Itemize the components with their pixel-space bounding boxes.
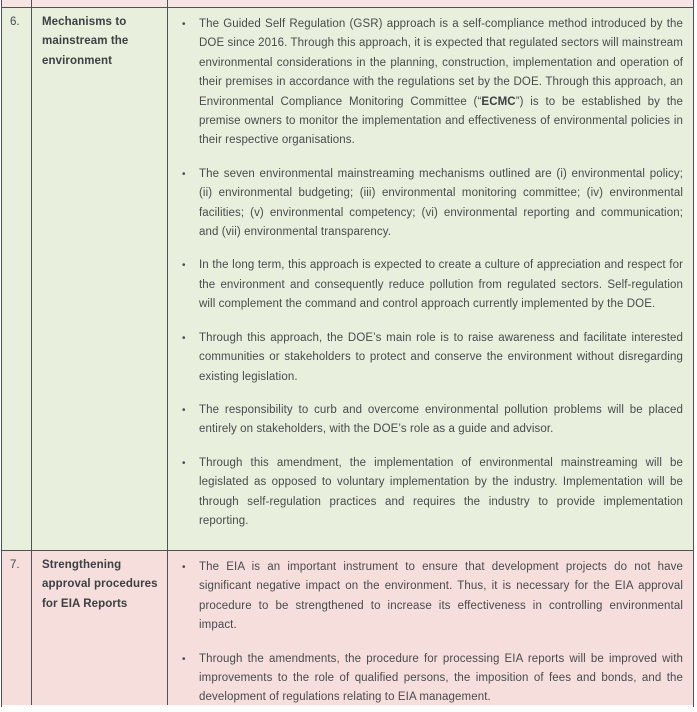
bullet-text: In the long term, this approach is expected to create a culture of appreciation and respect for the environment and consequently reduce pollution from regulated sectors. Self-regulation will complement the command and control approach currently implemented by the DOE. — [199, 259, 683, 311]
bullet-text: The EIA is an important instrument to ensure that development projects do not have significant negative impact on the environment. Thus, it is necessary for the EIA approval procedure to be strengthened to increase its effectiveness in controlling environmental impact. — [199, 561, 683, 632]
row-title: Mechanisms to mainstream the environment — [32, 8, 168, 550]
table-row-partial — [2, 0, 693, 7]
bullet-item — [182, 650, 683, 705]
row-number: 7. — [2, 551, 32, 705]
table-row-7 — [2, 550, 693, 705]
amendments-table — [1, 0, 694, 707]
bullet-item — [182, 15, 683, 151]
row-title: Strengthening approval procedures for EIA Reports — [32, 551, 168, 705]
bullet-icon: • — [182, 168, 186, 180]
bullet-icon: • — [182, 404, 186, 416]
bullet-item — [182, 165, 683, 243]
bullet-text: Through this approach, the DOE’s main role is to raise awareness and facilitate interested communities or stakeholders to protect and conserve the environment without disregarding existing legislation. — [199, 331, 683, 383]
bullet-item — [182, 558, 683, 636]
bullet-icon: • — [182, 19, 186, 30]
row-details — [168, 8, 693, 550]
bullet-text: The seven environmental mainstreaming mechanisms outlined are (i) environmental policy; (ii) environmental budgeting; (iii) environmental monitoring committee; (iv) environmental facilities; (v) environmental competency; (vi) environmental reporting and communication; and (vii) environmental transparency. — [199, 167, 683, 239]
bullet-item — [182, 454, 683, 532]
bullet-icon: • — [182, 332, 186, 344]
bullet-text: Through the amendments, the procedure for processing EIA reports will be improved with improvements to the role of qualified persons, the imposition of fees and bonds, and the development of regulations relating to EIA management. — [199, 652, 683, 704]
bullet-icon: • — [182, 260, 186, 272]
bullet-text: Through this amendment, the implementation of environmental mainstreaming will be legislated as opposed to voluntary implementation by the industry. Implementation will be through self-regulation practices and requires the industry to provide implementation reporting. — [199, 456, 683, 527]
bullet-icon: • — [182, 653, 186, 665]
bullet-icon: • — [182, 457, 186, 469]
bullet-text: The Guided Self Regulation (GSR) approach is a self-compliance method introduced by the DOE since 2016. Through this approach, it is expected that regulated sectors will mainstream environmental considerations in the planning, construction, implementation and operation of their premises in accordance with the regulations set by the DOE. Through this approach, an Environmental Compliance Monitoring Committee (“ECMC”) is to be established by the premise owners to monitor the implementation and effectiveness of environmental policies in their respective organisations. — [199, 18, 683, 147]
bullet-item — [182, 401, 683, 440]
bullet-icon: • — [182, 562, 186, 573]
row-details — [168, 551, 693, 705]
bullet-item — [182, 256, 683, 314]
row-details — [168, 0, 693, 7]
row-number — [2, 0, 32, 7]
table-row-6 — [2, 7, 693, 550]
bullet-text: The responsibility to curb and overcome environmental pollution problems will be placed entirely on stakeholders, with the DOE’s role as a guide and advisor. — [199, 403, 683, 436]
row-title — [32, 0, 168, 7]
row-number: 6. — [2, 8, 32, 550]
bullet-item — [182, 329, 683, 387]
